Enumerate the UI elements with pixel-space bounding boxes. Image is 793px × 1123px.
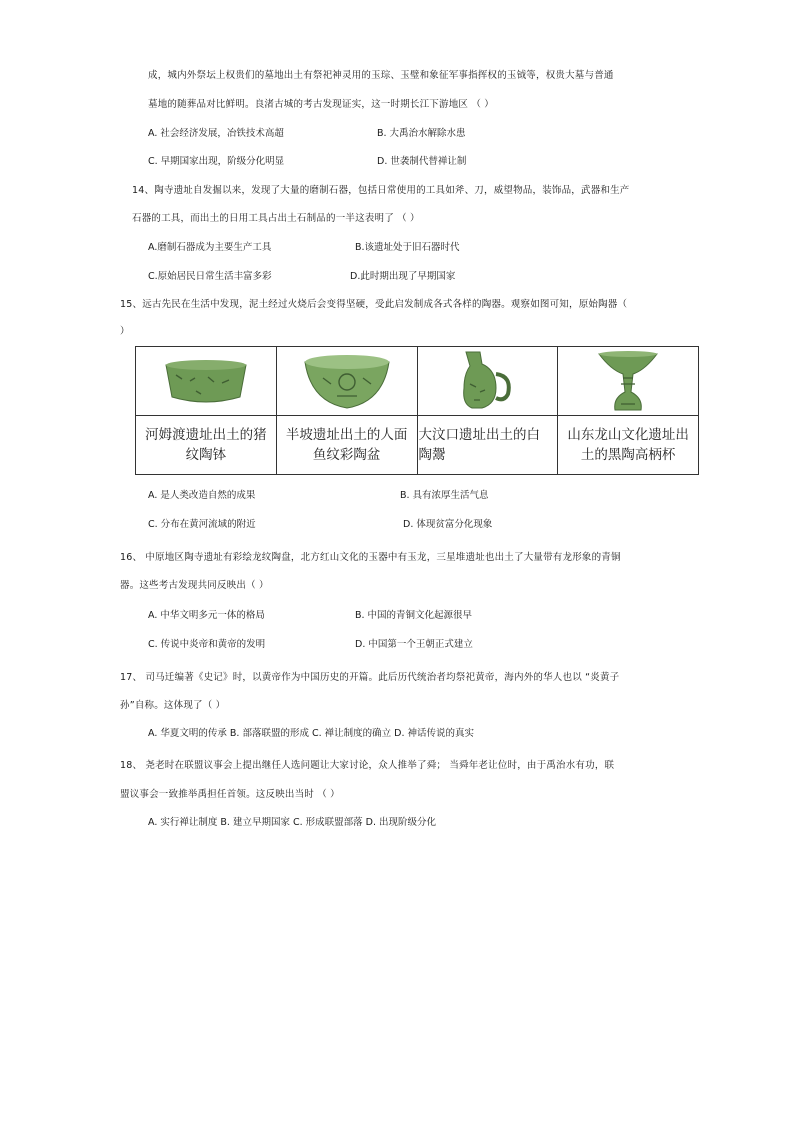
artifact-caption-4-line2: 土的黑陶高柄杯 (580, 447, 676, 463)
q15-option-c: C. 分布在黄河流域的附近 (148, 519, 256, 530)
q13-option-a: A. 社会经济发展，冶铁技术高超 (148, 128, 284, 139)
pitcher-icon (452, 348, 522, 414)
goblet-icon (593, 348, 663, 414)
q18-line2: 盟议事会一致推举禹担任首领。这反映出当时 （ ） (120, 789, 340, 800)
artifact-caption-4 (558, 416, 699, 475)
artifact-caption-3-line1: 大汶口遗址出土的白 (418, 427, 540, 443)
q16-line1: 16、 中原地区陶寺遗址有彩绘龙纹陶盘，北方红山文化的玉器中有玉龙，三星堆遗址也出土了大量带有龙形象的青铜 (120, 552, 621, 563)
q14-line2: 石器的工具，而出土的日用工具占出土石制品的一半这表明了 （ ） (132, 213, 420, 224)
q16-option-b: B. 中国的青铜文化起源很早 (355, 610, 473, 621)
q16-option-c: C. 传说中炎帝和黄帝的发明 (148, 639, 266, 650)
q16-line2: 器。这些考古发现共同反映出（ ） (120, 580, 269, 591)
q13-option-c: C. 早期国家出现，阶级分化明显 (148, 156, 285, 167)
q13-line1: 成，城内外祭坛上权贵们的墓地出土有祭祀神灵用的玉琮、玉璧和象征军事指挥权的玉钺等，权贵大墓与普通 (148, 70, 614, 81)
artifact-caption-1-line1: 河姆渡遗址出土的猪 (145, 427, 267, 443)
artifact-caption-1-line2: 纹陶钵 (185, 447, 227, 463)
bowl-icon (156, 353, 256, 409)
q14-option-a: A.磨制石器成为主要生产工具 (148, 242, 272, 253)
artifact-caption-4-line1: 山东龙山文化遗址出 (567, 427, 689, 443)
artifact-cell-3 (417, 347, 558, 416)
artifact-cell-4 (558, 347, 699, 416)
q17-line1: 17、 司马迁编著《史记》时，以黄帝作为中国历史的开篇。此后历代统治者均祭祀黄帝，海内外的华人也以 “炎黄子 (120, 672, 620, 683)
artifact-caption-2 (276, 416, 417, 475)
q15-option-d: D. 体现贫富分化现象 (403, 519, 493, 530)
q15-line2: ） (120, 326, 130, 337)
q14-option-d: D.此时期出现了早期国家 (350, 271, 456, 282)
q14-option-c: C.原始居民日常生活丰富多彩 (148, 271, 272, 282)
artifact-caption-3 (417, 416, 558, 475)
artifact-cell-2 (276, 347, 417, 416)
artifact-caption-3-line2: 陶鬶 (418, 447, 446, 463)
q18-options: A. 实行禅让制度 B. 建立早期国家 C. 形成联盟部落 D. 出现阶级分化 (148, 817, 437, 828)
q13-option-b: B. 大禹治水解除水患 (377, 128, 466, 139)
q17-options: A. 华夏文明的传承 B. 部落联盟的形成 C. 禅让制度的确立 D. 神话传说的真实 (148, 728, 475, 739)
q16-option-a: A. 中华文明多元一体的格局 (148, 610, 265, 621)
q14-line1: 14、陶寺遗址自发掘以来，发现了大量的磨制石器，包括日常使用的工具如斧、刀，威望物品，装饰品，武器和生产 (132, 185, 630, 196)
q15-line1: 15、远古先民在生活中发现，泥土经过火烧后会变得坚硬，受此启发制成各式各样的陶器。观察如图可知，原始陶器（ (120, 299, 628, 310)
artifact-caption-1 (136, 416, 277, 475)
artifact-caption-2-line2: 鱼纹彩陶盆 (312, 447, 381, 463)
q18-line1: 18、 尧老时在联盟议事会上提出继任人选问题让大家讨论，众人推举了舜； 当舜年老让位时，由于禹治水有功，联 (120, 760, 615, 771)
basin-icon (297, 350, 397, 412)
artifact-table (135, 346, 699, 475)
artifact-cell-1 (136, 347, 277, 416)
q13-option-d: D. 世袭制代替禅让制 (377, 156, 467, 167)
q16-option-d: D. 中国第一个王朝正式建立 (355, 639, 473, 650)
q15-option-b: B. 具有浓厚生活气息 (400, 490, 489, 501)
artifact-caption-2-line1: 半坡遗址出土的人面 (285, 427, 408, 443)
q13-line2: 墓地的随葬品对比鲜明。良渚古城的考古发现证实，这一时期长江下游地区 （ ） (148, 99, 494, 110)
q14-option-b: B.该遗址处于旧石器时代 (355, 242, 460, 253)
q17-line2: 孙”自称。这体现了（ ） (120, 700, 226, 711)
q15-option-a: A. 是人类改造自然的成果 (148, 490, 256, 501)
